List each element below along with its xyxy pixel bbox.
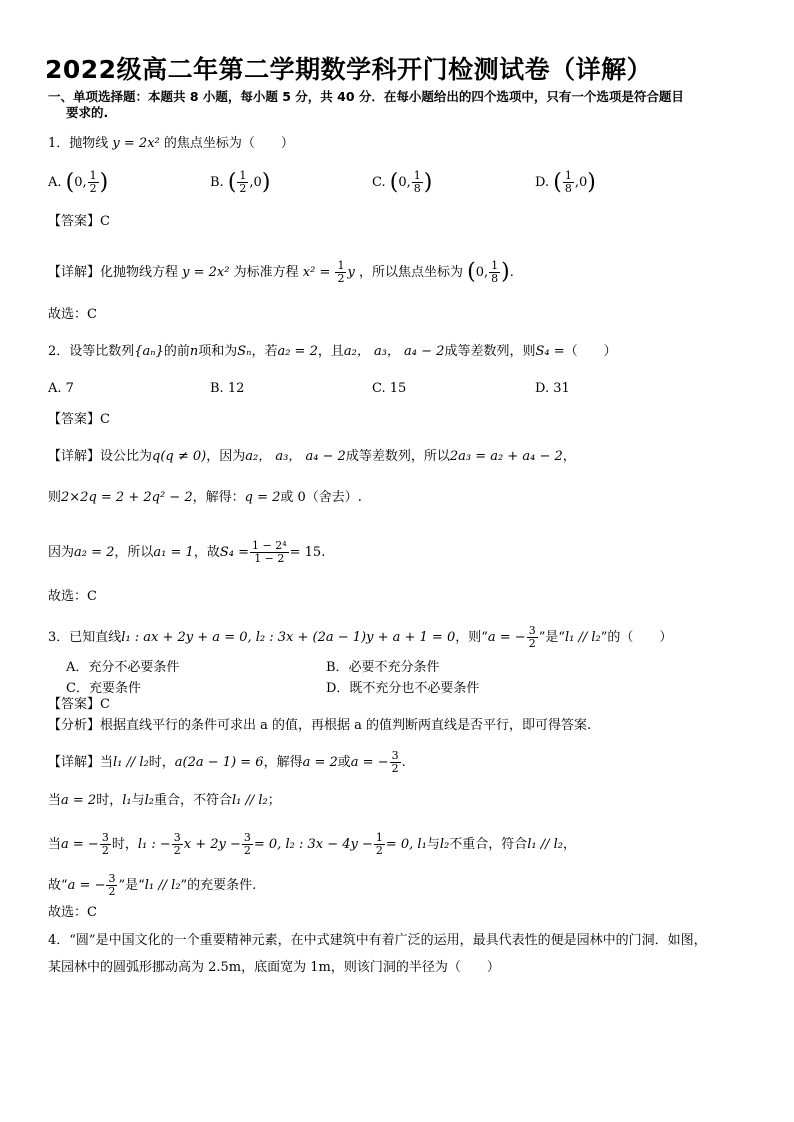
q1-stem: 1．抛物线 y = 2x² 的焦点坐标为（ ） bbox=[48, 136, 294, 151]
q2-option-d: D. 31 bbox=[535, 381, 570, 396]
q3-analysis: 【分析】根据直线平行的条件可求出 a 的值，再根据 a 的值判断两直线是否平行，即可得答案. bbox=[48, 718, 592, 733]
q3-detail-line3: 当a = − $\frac{3}{2}$ 时，l₁ : − $\frac{3}{2}$ x + 2y − $\frac{3}{2}$ = 0, l₂ : 3x − 4y − $\frac{1}{2}$ = 0, l₁与l₂不重合，符合l₁ // l₂， bbox=[48, 831, 576, 857]
q3-detail-line2: 当a = 2时，l₁与l₂重合，不符合l₁ // l₂； bbox=[48, 793, 281, 808]
q4-stem-line2: 某园林中的圆弧形挪动高为 2.5m，底面宽为 1m，则该门洞的半径为（ ） bbox=[48, 960, 500, 975]
q2-detail-line3: 因为a₂ = 2，所以a₁ = 1，故S₄ = $\frac{\text{1 − 2⁴}}{1 - 2}$ = 15. bbox=[48, 539, 326, 565]
q3-option-a: A．充分不必要条件 bbox=[66, 660, 180, 675]
q1-detail: 【详解】化抛物线方程 y = 2x² 为标准方程 x² = $\frac{1}{2}$ y ，所以焦点坐标为 (0, $\frac{1}{8}$ ). bbox=[48, 259, 514, 285]
q2-detail-line2: 则2×2q = 2 + 2q² − 2，解得：q = 2或 0（舍去）. bbox=[48, 490, 362, 505]
q2-stem: 2．设等比数列{aₙ}的前n项和为Sₙ，若a₂ = 2，且a₂， a₃， a₄ − 2成等差数列，则S₄ =（ ） bbox=[48, 344, 617, 359]
q2-option-a: A. 7 bbox=[48, 381, 74, 396]
q3-chosen: 故选：C bbox=[48, 905, 97, 920]
q2-answer: 【答案】C bbox=[48, 412, 110, 427]
q1-option-c: C. (0, $\frac{1}{8}$ ) bbox=[372, 169, 433, 195]
q3-detail-line1: 【详解】当l₁ // l₂时，a(2a − 1) = 6，解得a = 2或a = − $\frac{3}{2}$ . bbox=[48, 749, 406, 775]
q2-option-c: C. 15 bbox=[372, 381, 407, 396]
q2-option-b: B. 12 bbox=[210, 381, 245, 396]
section-heading-line2: 要求的. bbox=[66, 105, 109, 120]
q2-detail-line1: 【详解】设公比为q(q ≠ 0)，因为a₂， a₃， a₄ − 2成等差数列，所以2a₃ = a₂ + a₄ − 2， bbox=[48, 449, 576, 464]
q3-option-b: B．必要不充分条件 bbox=[326, 660, 440, 675]
q3-option-d: D．既不充分也不必要条件 bbox=[326, 681, 480, 696]
section-heading-line1: 一、单项选择题：本题共 8 小题，每小题 5 分，共 40 分．在每小题给出的四个选项中，只有一个选项是符合题目 bbox=[48, 89, 684, 104]
q3-detail-line4: 故“a = − $\frac{3}{2}$ ”是“l₁ // l₂”的充要条件. bbox=[48, 872, 257, 898]
q1-option-d: D. ( $\frac{1}{8}$ ,0) bbox=[535, 169, 596, 195]
q3-answer: 【答案】C bbox=[48, 697, 110, 712]
q1-answer: 【答案】C bbox=[48, 214, 110, 229]
q3-option-c: C．充要条件 bbox=[66, 681, 141, 696]
q4-stem-line1: 4．“圆”是中国文化的一个重要精神元素，在中式建筑中有着广泛的运用，最具代表性的便是园林中的门洞．如图， bbox=[48, 933, 707, 948]
q1-option-b: B. ( $\frac{1}{2}$ ,0) bbox=[210, 169, 271, 195]
page-title: 2022级高二年第二学期数学科开门检测试卷（详解） bbox=[45, 55, 653, 84]
q3-stem: 3．已知直线l₁ : ax + 2y + a = 0, l₂ : 3x + (2a − 1)y + a + 1 = 0，则“a = − $\frac{3}{2}$ ”是“l₁ // l₂”的（ ） bbox=[48, 624, 673, 650]
q2-chosen: 故选：C bbox=[48, 589, 97, 604]
q1-option-a: A. (0, $\frac{1}{2}$ ) bbox=[48, 169, 109, 195]
q1-chosen: 故选：C bbox=[48, 307, 97, 322]
